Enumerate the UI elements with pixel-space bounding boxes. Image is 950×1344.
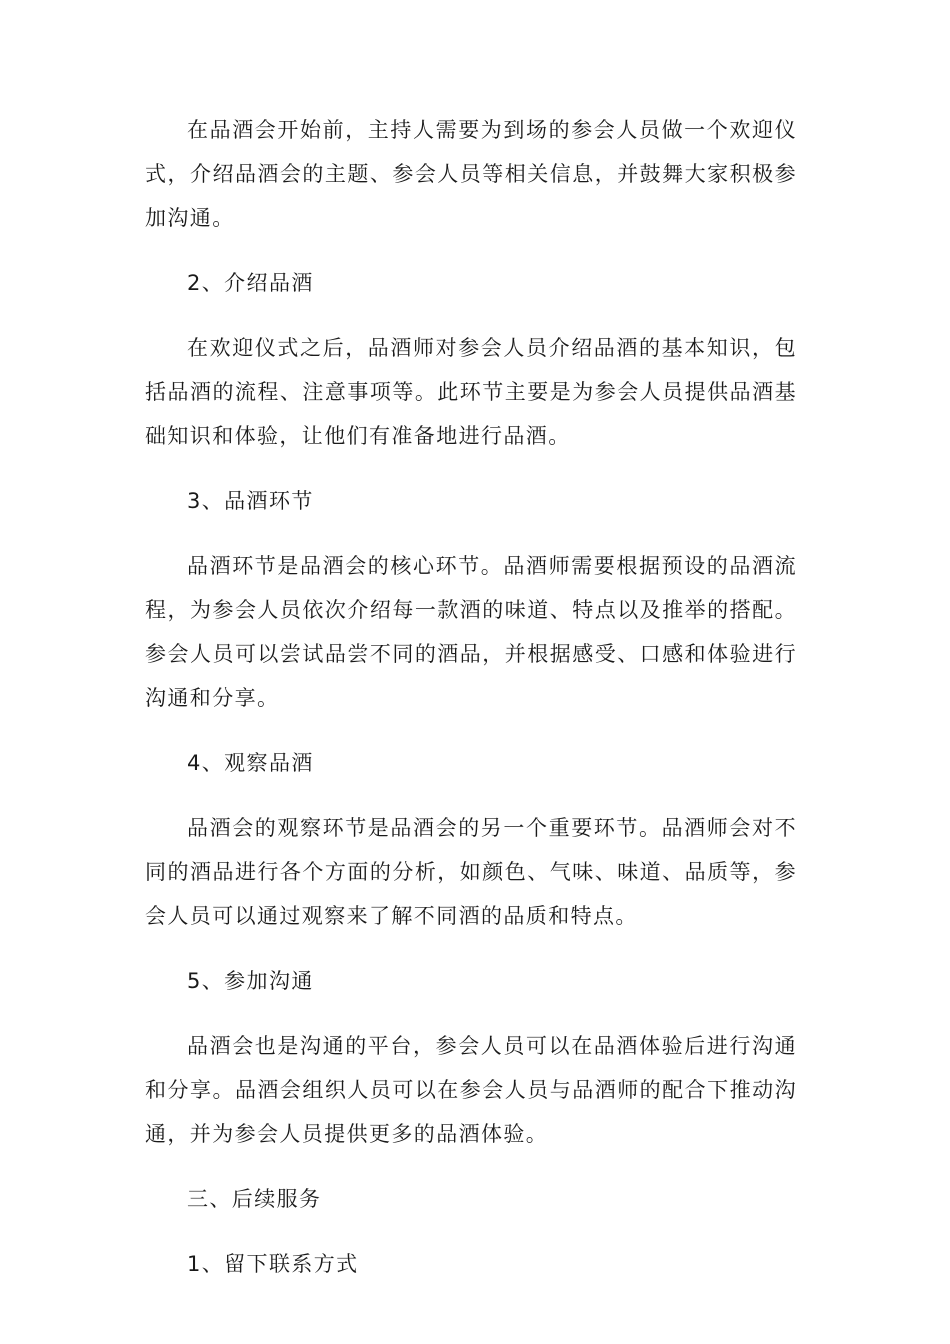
heading-join-communication: 5、参加沟通 (187, 969, 314, 993)
heading-follow-up-service: 三、后续服务 (187, 1187, 322, 1211)
paragraph-introduce-tasting: 在欢迎仪式之后，品酒师对参会人员介绍品酒的基本知识，包括品酒的流程、注意事项等。此环节主要是为参会人员提供品酒基础知识和体验，让他们有准备地进行品酒。 (145, 336, 797, 448)
heading-leave-contact: 1、留下联系方式 (187, 1252, 359, 1276)
document-body (145, 108, 797, 1307)
paragraph-welcome: 在品酒会开始前，主持人需要为到场的参会人员做一个欢迎仪式，介绍品酒会的主题、参会人员等相关信息，并鼓舞大家积极参加沟通。 (145, 118, 797, 230)
paragraph-tasting-session: 品酒环节是品酒会的核心环节。品酒师需要根据预设的品酒流程，为参会人员依次介绍每一款酒的味道、特点以及推举的搭配。参会人员可以尝试品尝不同的酒品，并根据感受、口感和体验进行沟通和分享。 (145, 554, 797, 710)
paragraph-observe-tasting: 品酒会的观察环节是品酒会的另一个重要环节。品酒师会对不同的酒品进行各个方面的分析，如颜色、气味、味道、品质等，参会人员可以通过观察来了解不同酒的品质和特点。 (145, 816, 797, 928)
paragraph-join-communication: 品酒会也是沟通的平台，参会人员可以在品酒体验后进行沟通和分享。品酒会组织人员可以在参会人员与品酒师的配合下推动沟通，并为参会人员提供更多的品酒体验。 (145, 1034, 797, 1146)
heading-introduce-tasting: 2、介绍品酒 (187, 271, 314, 295)
heading-observe-tasting: 4、观察品酒 (187, 751, 314, 775)
heading-tasting-session: 3、品酒环节 (187, 489, 314, 513)
